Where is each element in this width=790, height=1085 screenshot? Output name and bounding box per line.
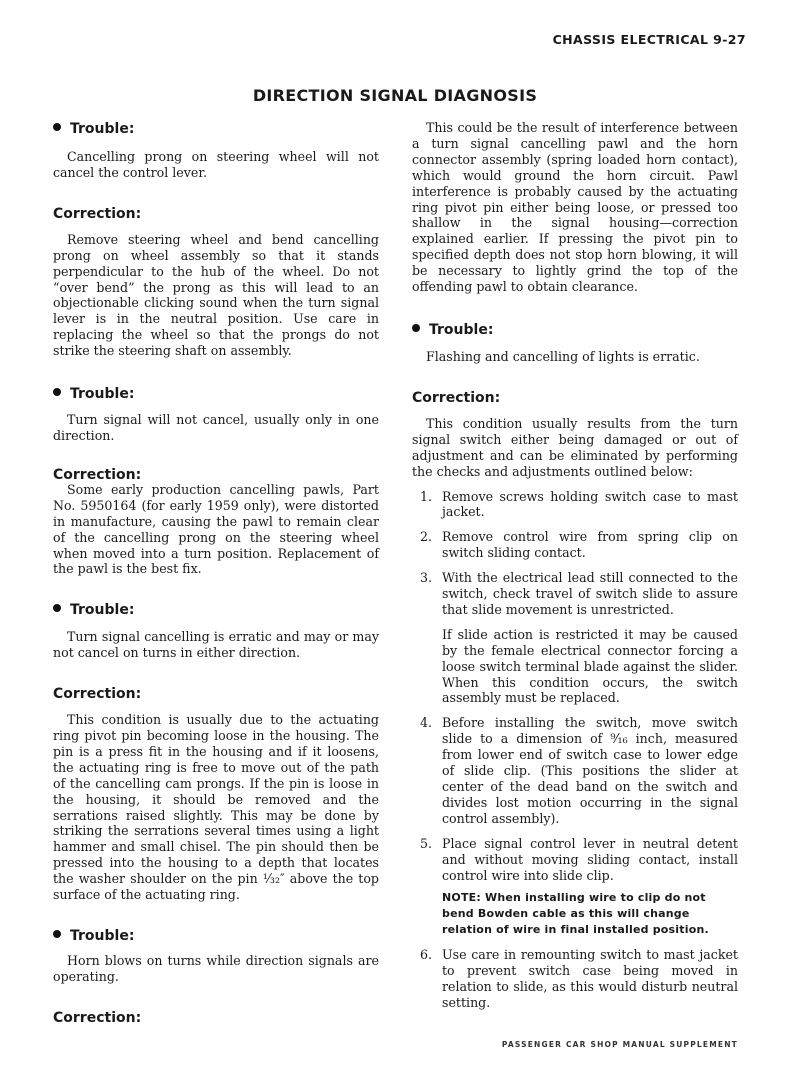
correction-text: Some early production cancelling pawls, Part No. 5950164 (for early 1959 only), were distorted in manufacture, causing the pawl to remain clear of the cancelling prong on the steering wheel when moved into a turn position. Replacement of the pawl is the best fix. [53, 481, 379, 577]
step-item: 4. Before installing the switch, move switch slide to a dimension of ⁹⁄₁₆ inch, measured from lower end of switch case to lower edge of slide clip. (This positions the slider at center of the dead band on the switch and divides lost motion occurring in the signal control assembly). [420, 715, 738, 826]
step-subparagraph: If slide action is restricted it may be caused by the female electrical connector forcing a loose switch terminal blade against the slider. When this condition occurs, the switch assembly must be replaced. [442, 626, 738, 706]
trouble-text: Turn signal will not cancel, usually only in one direction. [53, 412, 379, 443]
step-item: 3. With the electrical lead still connected to the switch, check travel of switch slide to assure that slide movement is unrestricted. [420, 570, 738, 617]
correction-heading: Correction: [53, 686, 142, 703]
page-footer: PASSENGER CAR SHOP MANUAL SUPPLEMENT [501, 1040, 738, 1049]
correction-text: This condition usually results from the turn signal switch either being damaged or out of adjustment and can be eliminated by performing the checks and adjustments outlined below: [412, 415, 738, 479]
left-column [53, 120, 379, 1027]
correction-text: This condition is usually due to the actuating ring pivot pin becoming loose in the housing. The pin is a press fit in the housing and if it loosens, the actuating ring is free to move out of the path of the cancelling cam prongs. If the pin is loose in the housing, it should be removed and the serrations raised slightly. This may be done by striking the serrations several times using a light hammer and small chisel. The pin should then be pressed into the housing to a depth that locates the washer shoulder on the pin ¹⁄₃₂″ above the top surface of the actuating ring. [53, 712, 379, 903]
trouble-text: Horn blows on turns while direction signals are operating. [53, 953, 379, 984]
trouble-text: Flashing and cancelling of lights is erratic. [426, 348, 700, 364]
page-header: CHASSIS ELECTRICAL 9-27 [552, 32, 746, 47]
correction-text: Remove steering wheel and bend cancelling prong on wheel assembly so that it stands perpendicular to the hub of the wheel. Do not “over bend” the prong as this will lead to an objectionable clicking sound when the turn signal lever is in the neutral position. Use care in replacing the wheel so that the prongs do not strike the steering shaft on assembly. [53, 231, 379, 359]
right-column [412, 120, 738, 1011]
step-item: 2. Remove control wire from spring clip on switch sliding contact. [420, 529, 738, 561]
step-item: 6. Use care in remounting switch to mast jacket to prevent switch case being moved in relation to slide, as this would disturb neutral setting. [420, 947, 738, 1011]
procedure-steps [412, 489, 738, 884]
trouble-text: Cancelling prong on steering wheel will not cancel the control lever. [53, 149, 379, 180]
page-title: DIRECTION SIGNAL DIAGNOSIS [252, 86, 538, 105]
continuation-text: This could be the result of interference between a turn signal cancelling pawl and the horn connector assembly (spring loaded horn contact), which would ground the horn circuit. Pawl interference is probably caused by the actuating ring pivot pin either being loose, or pressed too shallow in the signal housing—correction explained earlier. If pressing the pivot pin to specified depth does not stop horn blowing, it will be necessary to lightly grind the top of the offending pawl to obtain clearance. [412, 120, 738, 295]
bullet-icon [53, 123, 61, 131]
correction-heading: Correction: [412, 389, 501, 406]
trouble-text: Turn signal cancelling is erratic and may or may not cancel on turns in either direction. [53, 629, 379, 661]
trouble-heading: Trouble: [53, 120, 379, 138]
procedure-steps-continued [412, 947, 738, 1011]
note-text: NOTE: When installing wire to clip do not bend Bowden cable as this will change relation of wire in final installed position. [442, 891, 709, 937]
correction-heading: Correction: [53, 1009, 142, 1026]
correction-heading: Correction: [53, 466, 142, 483]
trouble-heading: Trouble: [412, 321, 738, 339]
bullet-icon [53, 604, 61, 612]
trouble-heading: Trouble: [53, 385, 379, 403]
bullet-icon [53, 930, 61, 938]
step-item: 1. Remove screws holding switch case to mast jacket. [420, 488, 738, 520]
correction-heading: Correction: [53, 205, 142, 222]
step-item: 5. Place signal control lever in neutral detent and without moving sliding contact, install control wire into slide clip. [420, 835, 738, 883]
trouble-heading: Trouble: [53, 927, 379, 945]
bullet-icon [412, 324, 420, 332]
trouble-heading: Trouble: [53, 601, 379, 619]
bullet-icon [53, 388, 61, 396]
